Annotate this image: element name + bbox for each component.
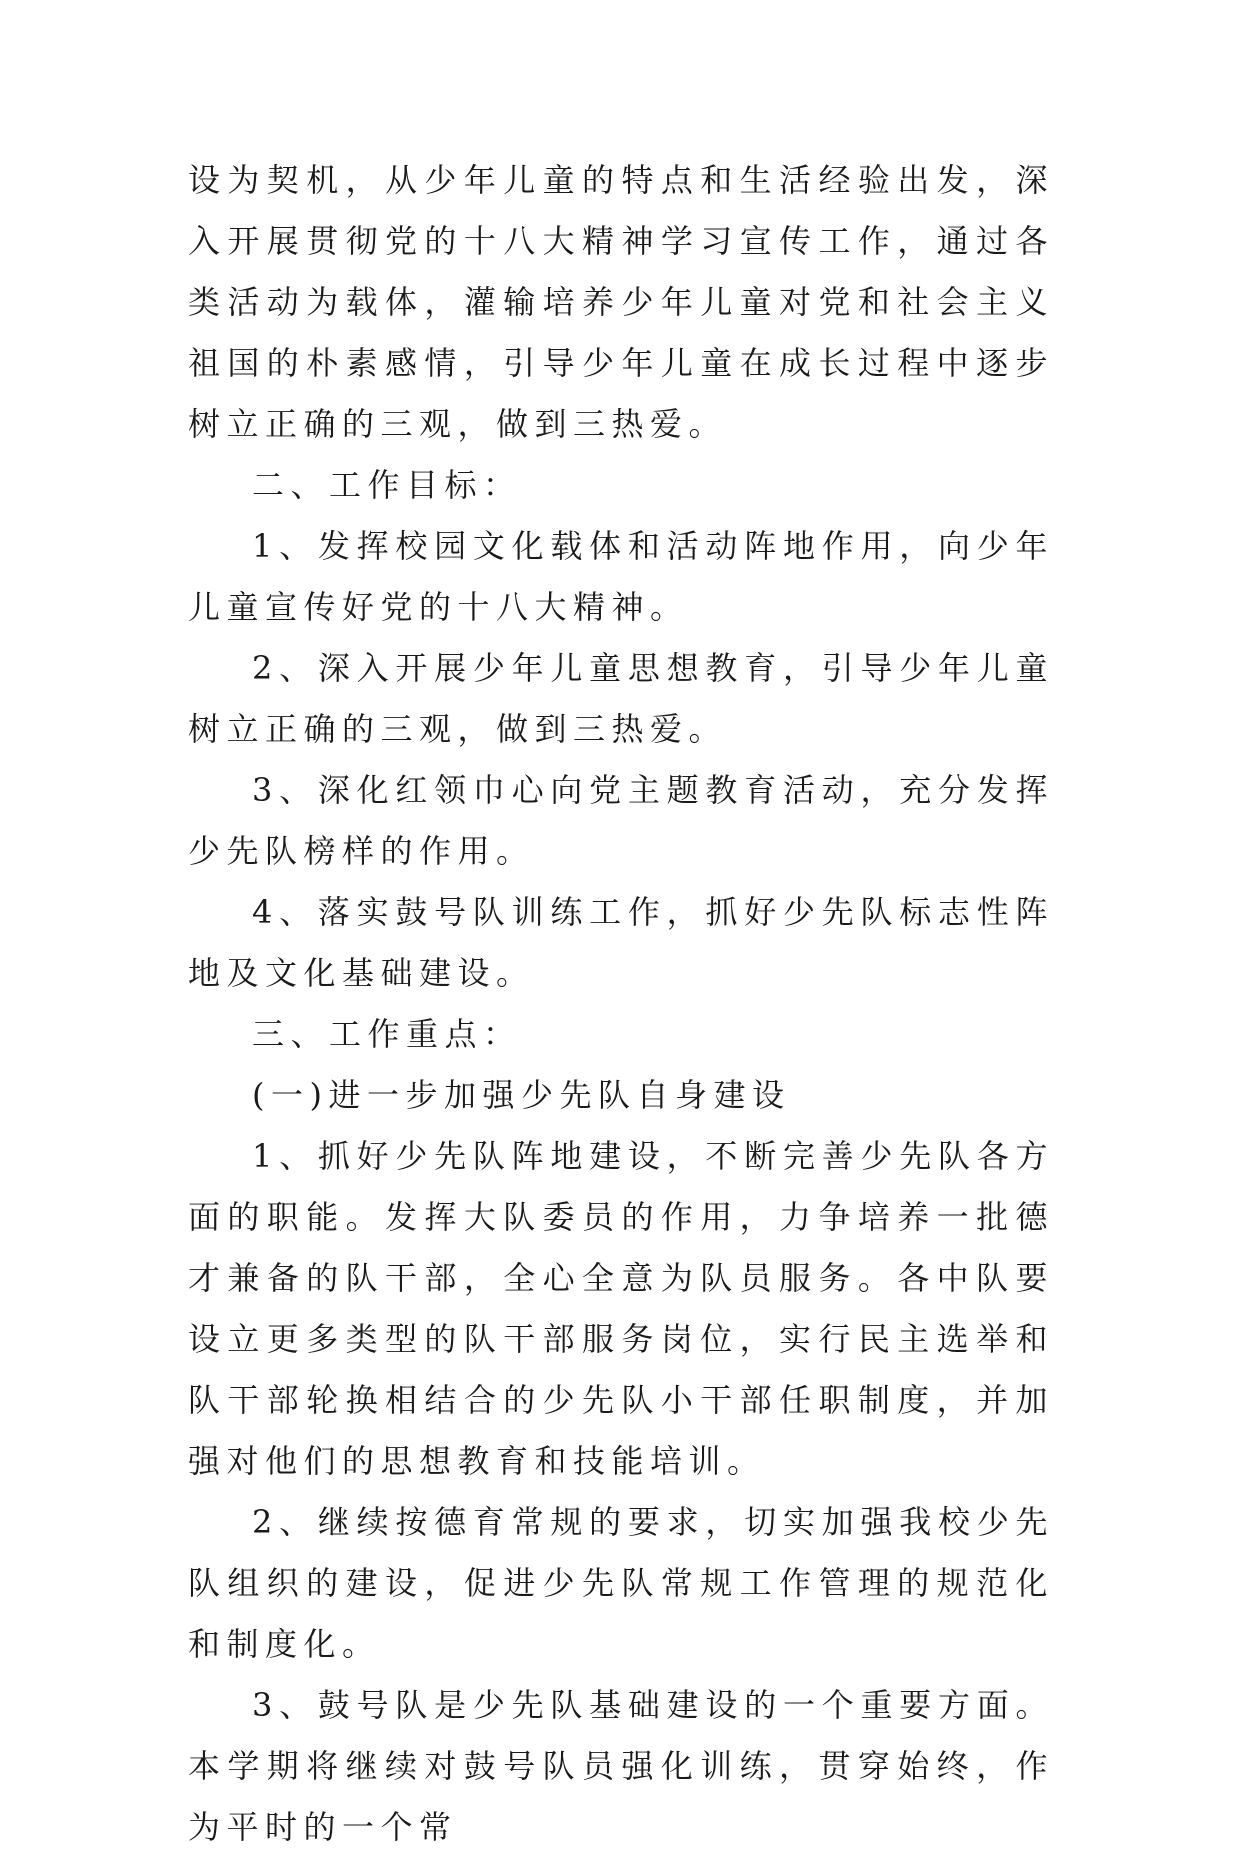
focus-item-3: 3、鼓号队是少先队基础建设的一个重要方面。本学期将继续对鼓号队员强化训练，贯穿始终，作为平时的一个常 [188, 1686, 1054, 1846]
subsection-heading: (一)进一步加强少先队自身建设 [252, 1076, 791, 1114]
goal-item-1: 1、发挥校园文化载体和活动阵地作用，向少年儿童宣传好党的十八大精神。 [188, 527, 1054, 626]
body-paragraph: 设为契机，从少年儿童的特点和生活经验出发，深入开展贯彻党的十八大精神学习宣传工作，通过各类活动为载体，灌输培养少年儿童对党和社会主义祖国的朴素感情，引导少年儿童在成长过程中逐步树立正确的三观，做到三热爱。 [188, 161, 1054, 443]
section-heading-focus: 三、工作重点： [252, 1015, 522, 1053]
focus-item-2: 2、继续按德育常规的要求，切实加强我校少先队组织的建设，促进少先队常规工作管理的规范化和制度化。 [188, 1503, 1054, 1663]
goal-item-2: 2、深入开展少年儿童思想教育，引导少年儿童树立正确的三观，做到三热爱。 [188, 649, 1054, 748]
focus-item-1: 1、抓好少先队阵地建设，不断完善少先队各方面的职能。发挥大队委员的作用，力争培养一批德才兼备的队干部，全心全意为队员服务。各中队要设立更多类型的队干部服务岗位，实行民主选举和队干部轮换相结合的少先队小干部任职制度，并加强对他们的思想教育和技能培训。 [188, 1137, 1054, 1480]
goal-item-3: 3、深化红领巾心向党主题教育活动，充分发挥少先队榜样的作用。 [188, 771, 1054, 870]
section-heading-goals: 二、工作目标： [252, 466, 522, 504]
goal-item-4: 4、落实鼓号队训练工作，抓好少先队标志性阵地及文化基础建设。 [188, 893, 1054, 992]
document-page [188, 150, 1054, 1858]
